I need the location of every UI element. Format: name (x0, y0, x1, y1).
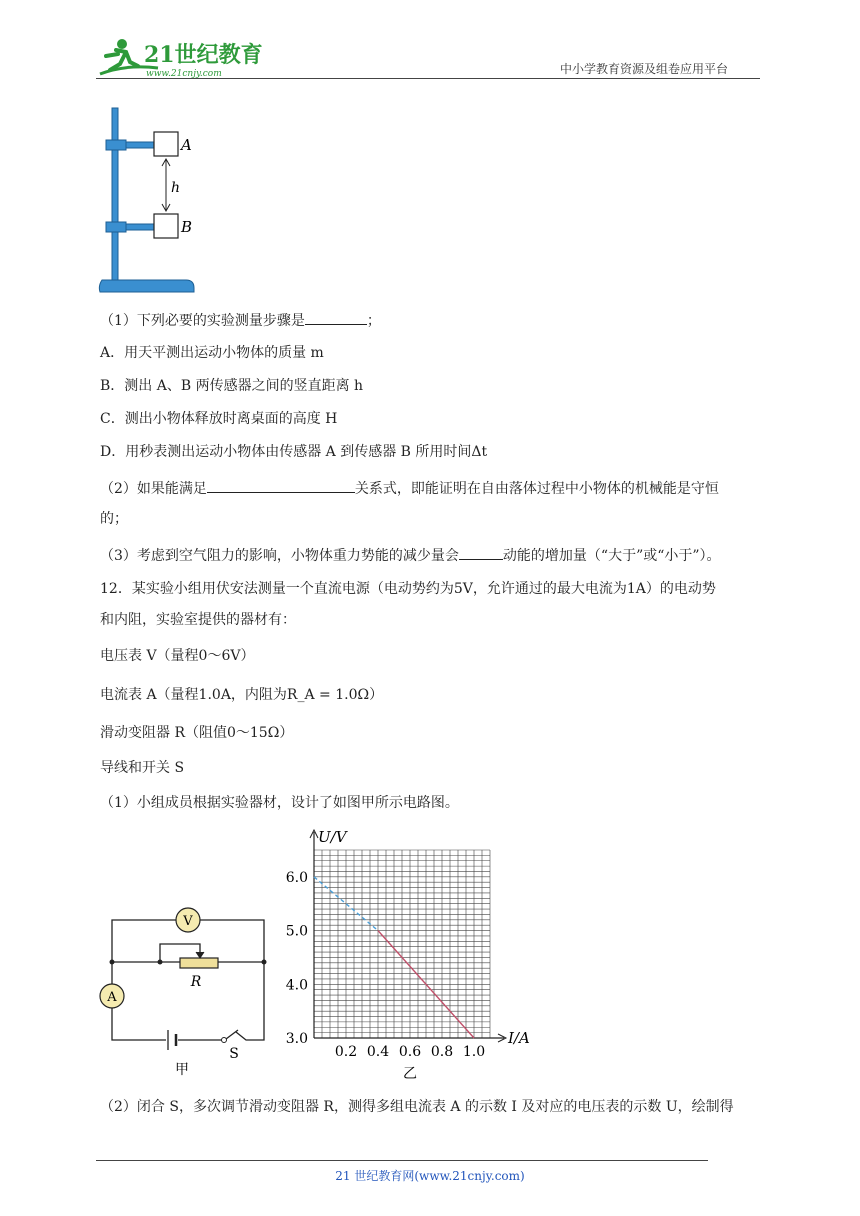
x-tick-label: 0.4 (366, 1044, 390, 1060)
q11-part1-end: ； (366, 313, 381, 329)
q12-line1: 12．某实验小组用伏安法测量一个直流电源（电动势约为5V，允许通过的最大电流为1A）的电动势 (100, 581, 716, 597)
rheostat-symbol (180, 958, 218, 968)
footer-text: 21 世纪教育网(www.21cnjy.com) (335, 1169, 525, 1183)
answer-blank (207, 478, 355, 493)
q11-option-d: D．用秒表测出运动小物体由传感器 A 到传感器 B 所用时间Δt (100, 444, 488, 460)
logo (96, 34, 266, 80)
q12-rheostat: 滑动变阻器 R（阻值0～15Ω） (100, 725, 294, 741)
q11-part2 (100, 478, 719, 499)
circuit-diagram (96, 900, 280, 1080)
q12-part2: （2）闭合 S，多次调节滑动变阻器 R，测得多组电流表 A 的示数 I 及对应的电压表的示数 U，绘制得 (100, 1099, 734, 1115)
q12-ammeter: 电流表 A（量程1.0A，内阻为R_A = 1.0Ω） (100, 687, 384, 703)
height-label: h (171, 180, 181, 196)
x-tick-label: 0.6 (398, 1044, 422, 1060)
sensor-a-box (154, 132, 178, 156)
rheostat-label: R (190, 974, 202, 990)
sensor-a-label: A (181, 136, 192, 154)
voltmeter-label: V (183, 914, 193, 929)
q11-part3-text-b: 动能的增加量（“大于”或“小于”）。 (502, 548, 721, 564)
q11-option-b: B．测出 A、B 两传感器之间的竖直距离 h (100, 378, 364, 394)
circuit-caption: 甲 (175, 1062, 189, 1078)
u-i-chart (280, 824, 550, 1084)
chart-caption: 乙 (403, 1066, 417, 1082)
q12-part1: （1）小组成员根据实验器材，设计了如图甲所示电路图。 (100, 795, 459, 811)
sensor-b-label: B (181, 218, 193, 236)
q12-line2: 和内阻，实验室提供的器材有： (100, 612, 296, 628)
q11-part3-text-a: （3）考虑到空气阻力的影响，小物体重力势能的减少量会 (100, 548, 459, 564)
sensor-b-box (154, 214, 178, 238)
switch-label: S (229, 1046, 239, 1062)
chart-grid (314, 850, 490, 1038)
x-axis-label: I/A (508, 1029, 530, 1047)
footer-divider (96, 1160, 708, 1161)
y-tick-label: 4.0 (285, 977, 308, 994)
y-tick-label: 5.0 (285, 923, 308, 940)
q12-wire-switch: 导线和开关 S (100, 760, 185, 776)
switch-symbol (226, 1030, 238, 1039)
header-platform-text: 中小学教育资源及组卷应用平台 (560, 62, 729, 76)
ammeter-label: A (107, 990, 117, 1005)
header-divider (96, 78, 760, 79)
y-tick-label: 3.0 (285, 1031, 308, 1047)
x-tick-label: 0.2 (334, 1044, 358, 1060)
q12-voltmeter: 电压表 V（量程0～6V） (100, 648, 255, 664)
q11-part1-text: （1）下列必要的实验测量步骤是 (100, 313, 305, 329)
q11-option-c: C．测出小物体释放时离桌面的高度 H (100, 411, 338, 427)
sensor-apparatus-figure (96, 104, 216, 296)
q11-part2-text-b: 关系式，即能证明在自由落体过程中小物体的机械能是守恒 (354, 481, 719, 497)
q11-option-a: A．用天平测出运动小物体的质量 m (100, 345, 324, 361)
q11-part1 (100, 310, 381, 331)
q11-part2-cont: 的； (100, 511, 128, 527)
y-tick-label: 6.0 (285, 869, 308, 886)
y-axis-label: U/V (318, 828, 347, 846)
answer-blank (459, 545, 503, 560)
x-tick-label: 1.0 (462, 1044, 486, 1060)
answer-blank (305, 310, 367, 325)
logo-url: www.21cnjy.com (146, 69, 222, 79)
q11-part3 (100, 545, 721, 566)
logo-text: 21世纪教育 (144, 42, 263, 68)
x-tick-label: 0.8 (430, 1044, 454, 1060)
q11-part2-text-a: （2）如果能满足 (100, 481, 207, 497)
